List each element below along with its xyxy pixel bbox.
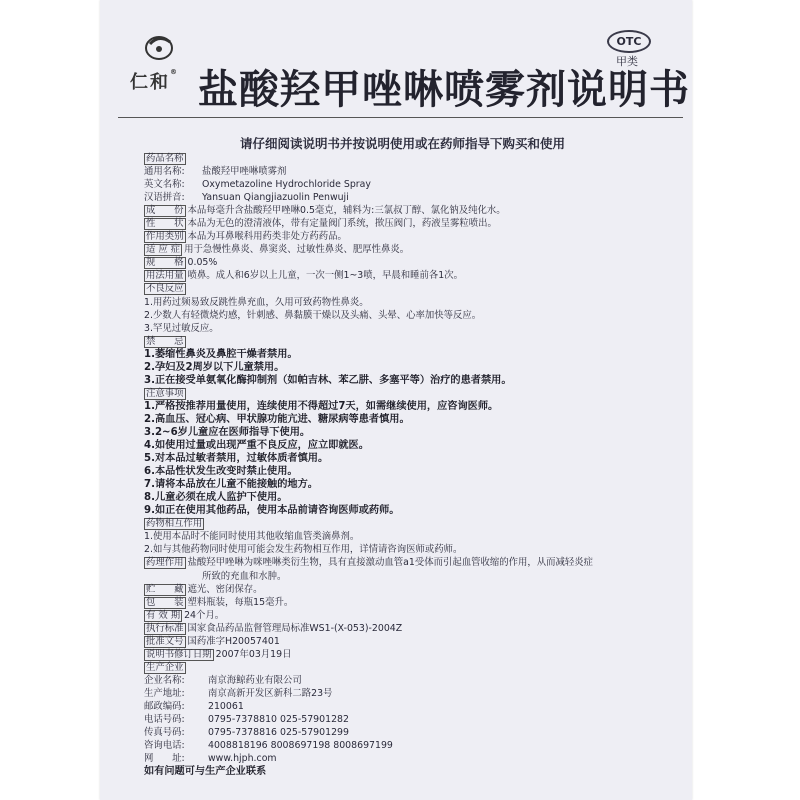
page-title: 盐酸羟甲唑啉喷雾剂说明书 [198,67,690,113]
packaging-row: 包 装 塑料瓶装，每瓶15毫升。 [146,596,294,608]
pharmacology-row: 药理作用 盐酸羟甲唑啉为咪唑啉类衍生物，具有直接激动血管a1受体而引起血管收缩的作用，从而减轻炎症 [146,557,593,569]
english-name-row: 英文名称: Oxymetazoline Hydrochloride Spray [144,179,371,191]
adverse-item: 1.用药过频易致反跳性鼻充血，久用可致药物性鼻炎。 [144,296,369,308]
contraindication-item: 1.萎缩性鼻炎及鼻腔干燥者禁用。 [144,348,298,360]
manufacturer-row: 传真号码: 0795-7378816 025-57901299 [144,727,349,739]
otc-badge: OTC [607,30,651,53]
precaution-item: 6.本品性状发生改变时禁止使用。 [144,466,298,478]
contraindication-item: 3.正在接受单氨氧化酶抑制剂（如帕吉林、苯乙肼、多塞平等）治疗的患者禁用。 [144,374,512,386]
precaution-item: 1.严格按推荐用量使用，连续使用不得超过7天，如需继续使用，应咨询医师。 [144,400,499,412]
manufacturer-row: 企业名称: 南京海鲸药业有限公司 [144,674,302,686]
storage-row: 贮 藏 遮光、密闭保存。 [146,583,263,595]
interaction-item: 1.使用本品时不能同时使用其他收缩血管类滴鼻剂。 [144,531,360,543]
category-row: 作用类别 本品为耳鼻喉科用药类非处方药药品。 [146,231,347,243]
logo-text: 仁和® [130,68,179,93]
validity-row: 有 效 期 24个月。 [146,609,225,621]
manufacturer-row: 咨询电话: 4008818196 8008697198 8008697199 [144,740,393,752]
standard-row: 执行标准 国家食品药品监督管理局标准WS1-(X-053)-2004Z [146,622,403,634]
manufacturer-row: 邮政编码: 210061 [144,700,244,712]
section-drug-name: 药品名称 [146,153,184,164]
dosage-row: 用法用量 喷鼻。成人和6岁以上儿童，一次一侧1~3喷，早晨和睡前各1次。 [146,270,463,282]
leaflet-body [144,152,684,778]
adverse-item: 3.罕见过敏反应。 [144,322,219,334]
generic-name-row: 通用名称: 盐酸羟甲唑啉喷雾剂 [144,166,287,178]
section-precautions: 注意事项 [146,387,184,399]
interaction-item: 2.如与其他药物同时使用可能会发生药物相互作用，详情请咨询医师或药师。 [144,544,463,556]
title-divider [118,117,683,118]
precaution-item: 9.如正在使用其他药品，使用本品前请咨询医师或药师。 [144,505,400,517]
manufacturer-row: 电话号码: 0795-7378810 025-57901282 [144,714,349,726]
approval-row: 批准文号 国药准字H20057401 [146,635,280,647]
precaution-item: 2.高血压、冠心病、甲状腺功能亢进、糖尿病等患者慎用。 [144,413,410,425]
adverse-item: 2.少数人有轻微烧灼感，针刺感、鼻黏膜干燥以及头痛、头晕、心率加快等反应。 [144,309,482,321]
section-adverse: 不良反应 [146,283,184,295]
spec-row: 规 格 0.05% [146,257,218,269]
section-manufacturer: 生产企业 [146,661,184,673]
logo-mark-icon [144,32,174,62]
precaution-item: 5.对本品过敏者禁用，过敏体质者慎用。 [144,453,329,465]
indications-row: 适 应 症 用于急慢性鼻炎、鼻窦炎、过敏性鼻炎、肥厚性鼻炎。 [146,244,410,256]
section-interactions: 药物相互作用 [146,518,203,530]
manufacturer-row: 生产地址: 南京高新开发区新科二路23号 [144,687,333,699]
precaution-item: 4.如使用过量或出现严重不良反应，应立即就医。 [144,440,369,452]
brand-logo [130,32,188,92]
manufacturer-contact-note: 如有问题可与生产企业联系 [144,766,267,778]
ingredients-row: 成 份 本品每毫升含盐酸羟甲唑啉0.5毫克，辅料为:三氯叔丁醇、氯化钠及纯化水。 [146,205,506,217]
pharmacology-continuation: 所致的充血和水肿。 [202,570,287,582]
contraindication-item: 2.孕妇及2周岁以下儿童禁用。 [144,361,285,373]
section-contraindications: 禁 忌 [146,335,184,347]
usage-notice: 请仔细阅读说明书并按说明使用或在药师指导下购买和使用 [239,136,565,151]
manufacturer-row: 网 址: www.hjph.com [144,753,277,765]
revision-row: 说明书修订日期 2007年03月19日 [146,648,292,660]
precaution-item: 3.2~6岁儿童应在医师指导下使用。 [144,426,311,438]
precaution-item: 8.儿童必须在成人监护下使用。 [144,492,288,504]
appearance-row: 性 状 本品为无色的澄清液体，带有定量阀门系统，揿压阀门，药液呈雾粒喷出。 [146,218,497,230]
precaution-item: 7.请将本品放在儿童不能接触的地方。 [144,479,318,491]
pinyin-name-row: 汉语拼音: Yansuan Qiangjiazuolin Penwuji [144,192,349,204]
otc-class-label: 甲类 [616,55,638,68]
